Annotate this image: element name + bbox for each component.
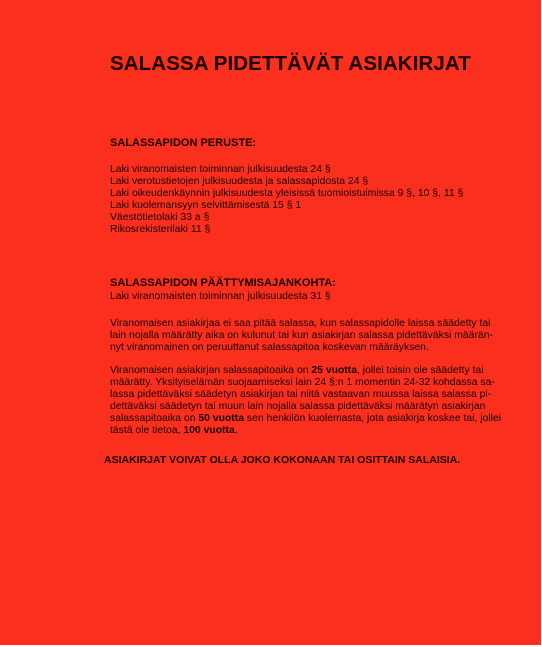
- basis-item: Laki verotustietojen julkisuudesta ja salassapidosta 24 §: [110, 176, 369, 187]
- retention-100-years: 100 vuotta: [183, 425, 235, 436]
- text-run: salassapitoaika on: [110, 413, 199, 424]
- paragraph-line: [110, 425, 238, 437]
- paragraph-line: lassa pidettäväksi säädetyn asiakirjan tai niitä vastaavan muussa laissa salassa pi-: [110, 389, 492, 400]
- text-run: .: [234, 425, 238, 436]
- basis-item: Laki viranomaisten toiminnan julkisuudesta 24 §: [110, 164, 331, 175]
- retention-25-years: 25 vuotta: [311, 365, 358, 376]
- basis-item: Laki oikeudenkäynnin julkisuudesta yleisissä tuomioistuimissa 9 §, 10 §, 11 §: [110, 188, 464, 199]
- basis-heading: SALASSAPIDON PERUSTE:: [110, 137, 257, 149]
- paragraph-line: [110, 365, 484, 377]
- text-run: , jollei toisin ole säädetty tai: [357, 365, 484, 376]
- basis-item: Rikosrekisterilaki 11 §: [110, 224, 211, 235]
- paragraph-line: määrätty. Yksityiselämän suojaamiseksi lain 24 §:n 1 momentin 24-32 kohdassa sa-: [110, 377, 495, 388]
- text-run: Viranomaisen asiakirjan salassapitoaika on: [110, 365, 312, 376]
- end-heading: SALASSAPIDON PÄÄTTYMISAJANKOHTA:: [110, 277, 336, 289]
- retention-50-years: 50 vuotta: [198, 413, 245, 424]
- paragraph-line: [110, 413, 501, 425]
- basis-item: Väestötietolaki 33 a §: [110, 212, 210, 223]
- paragraph-line: dettäväksi säädetyn tai muun lain nojalla salassa pidettäväksi määrätyn asiakirjan: [110, 401, 486, 412]
- page-title: SALASSA PIDETTÄVÄT ASIAKIRJAT: [110, 52, 471, 75]
- end-law-reference: Laki viranomaisten toiminnan julkisuudesta 31 §: [110, 291, 331, 302]
- text-run: sen henkilön kuolemasta, jota asiakirja koskee tai, jollei: [244, 413, 502, 424]
- basis-item: Laki kuolemansyyn selvittämisestä 15 § 1: [110, 200, 302, 211]
- text-run: tästä ole tietoa,: [110, 425, 184, 436]
- paragraph-line: lain nojalla määrätty aika on kulunut tai kun asiakirjan salassa pidettäväksi määrän-: [110, 330, 493, 341]
- final-note: ASIAKIRJAT VOIVAT OLLA JOKO KOKONAAN TAI OSITTAIN SALAISIA.: [104, 454, 461, 466]
- paragraph-line: Viranomaisen asiakirjaa ei saa pitää salassa, kun salassapidolle laissa säädetty tai: [110, 318, 491, 329]
- paragraph-line: nyt viranomainen on peruuttanut salassapitoa koskevan määräyksen.: [110, 342, 429, 353]
